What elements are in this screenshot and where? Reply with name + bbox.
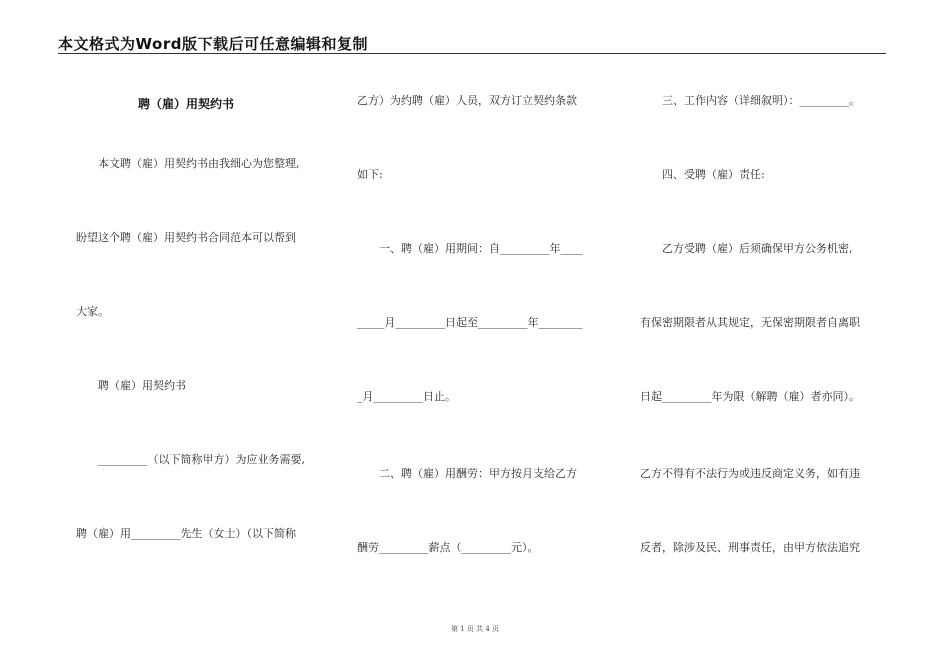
column-1-line: 盼望这个聘（雇）用契约书合同范本可以帮到	[76, 231, 296, 244]
column-1-line: 大家。	[76, 305, 109, 318]
column-3-line: 三、工作内容（详细叙明）：_________。	[662, 94, 860, 107]
text-column-1	[76, 0, 326, 672]
column-2-line: 酬劳_________薪点（_________元）。	[357, 541, 539, 554]
column-2-line: _____月_________日起至_________年________	[357, 316, 583, 329]
column-1-line: 聘（雇）用契约书	[98, 379, 186, 392]
column-1-line: 本文聘（雇）用契约书由我细心为您整理,	[98, 157, 300, 170]
header-title: 本文格式为Word版下载后可任意编辑和复制	[58, 35, 368, 53]
column-3-line: 乙方不得有不法行为或违反商定义务，如有违	[640, 467, 860, 480]
column-3-line: 乙方受聘（雇）后须确保甲方公务机密,	[662, 242, 853, 255]
column-2-line: _月_________日止。	[357, 390, 456, 403]
column-2-line: 乙方）为约聘（雇）人员，双方订立契约条款	[357, 94, 577, 107]
column-3-line: 四、受聘（雇）责任:	[662, 168, 765, 181]
column-3-line: 反者，除涉及民、刑事责任，由甲方依法追究	[640, 541, 860, 554]
column-3-line: 有保密期限者从其规定，无保密期限者自离职	[640, 316, 860, 329]
column-3-line: 日起_________年为限（解聘（雇）者亦同）。	[640, 390, 860, 403]
column-1-line: 聘（雇）用_________先生（女士）（以下简称	[76, 527, 296, 540]
column-1-line: _________（以下简称甲方）为应业务需要,	[98, 453, 305, 466]
text-column-3	[640, 0, 890, 672]
page-footer: 第 1 页 共 4 页	[450, 625, 500, 633]
column-2-line: 二、聘（雇）用酬劳：甲方按月支给乙方	[379, 467, 577, 480]
column-2-line: 如下:	[357, 168, 383, 181]
document-title: 聘（雇）用契约书	[138, 97, 235, 111]
column-2-line: 一、聘（雇）用期间：自_________年____	[379, 242, 583, 255]
text-column-2	[357, 0, 607, 672]
